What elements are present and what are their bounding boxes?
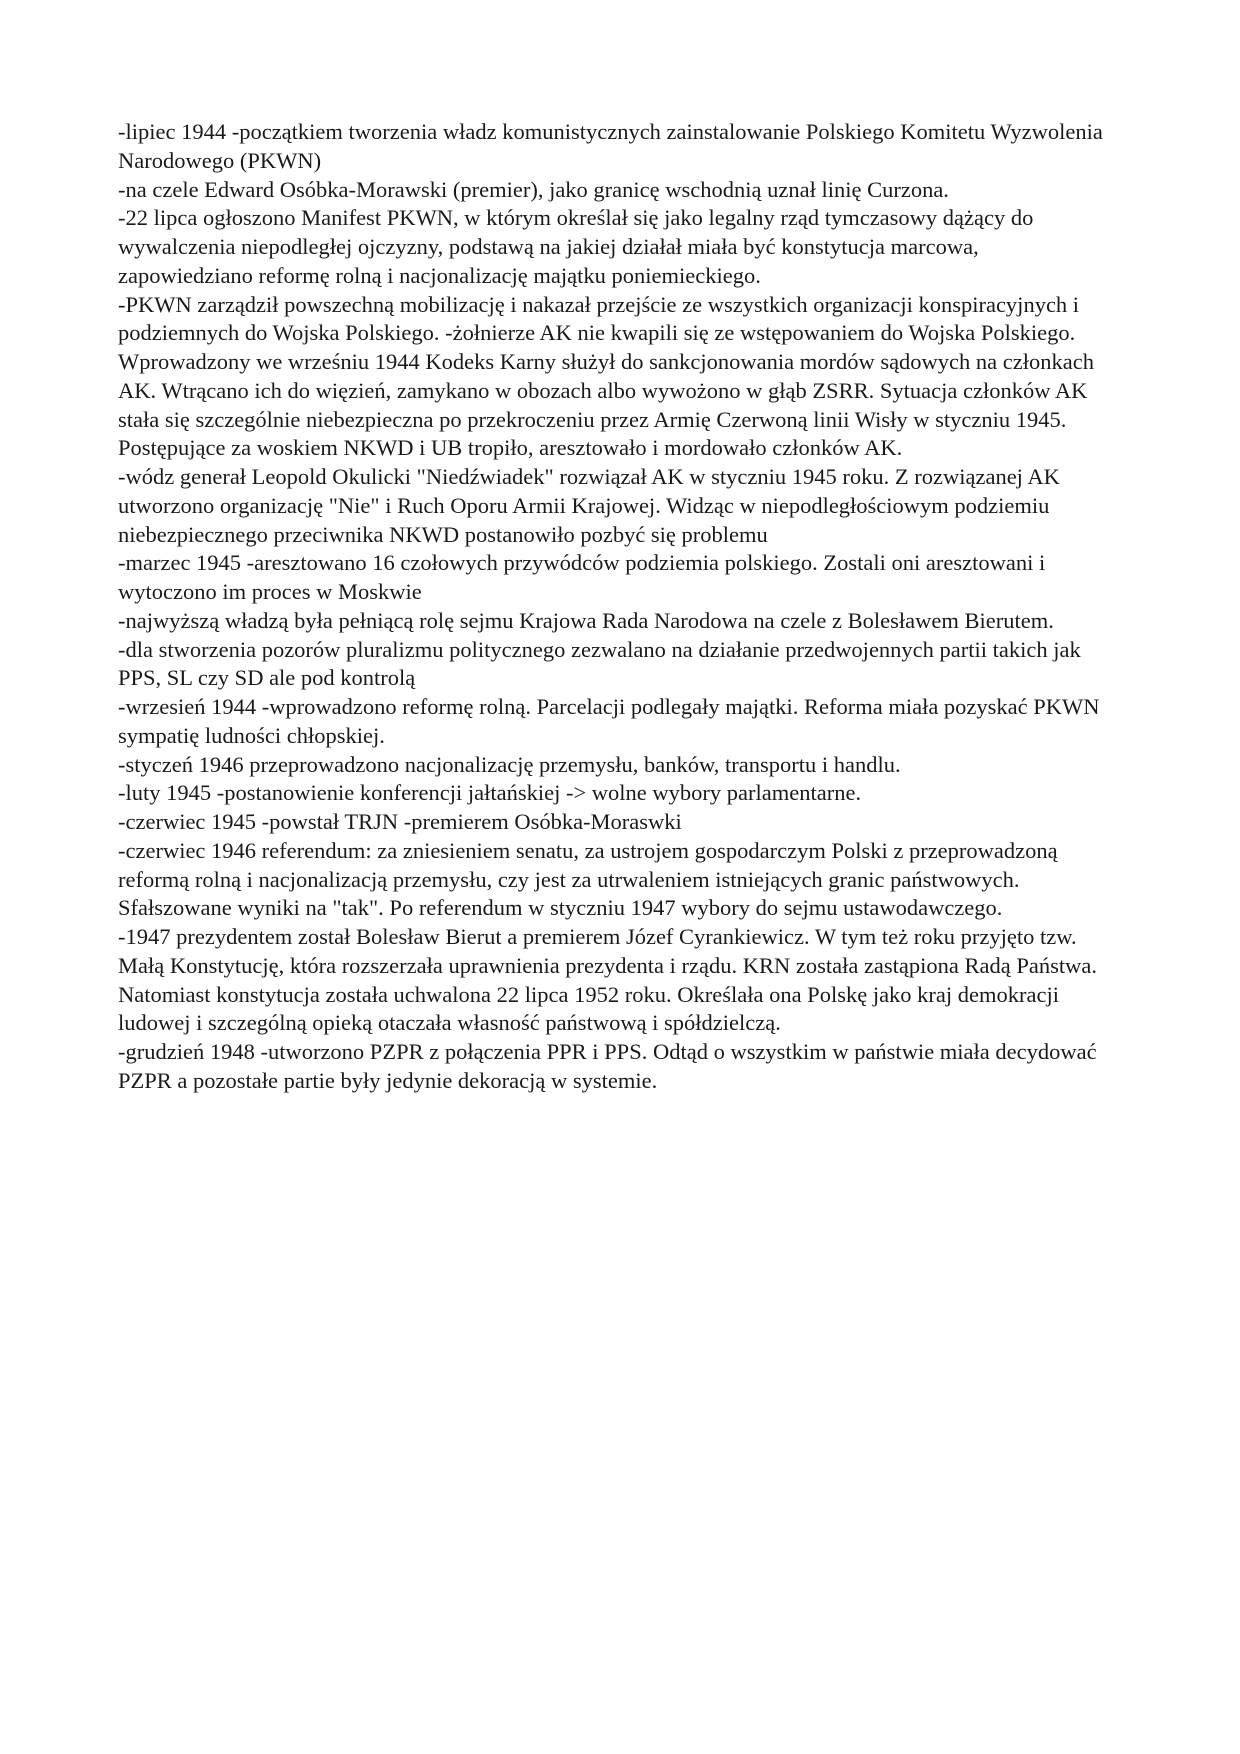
paragraph-osobka-morawski: -na czele Edward Osóbka-Morawski (premier), jako granicę wschodnią uznał linię Curzona. xyxy=(118,176,949,202)
paragraph-referendum: -czerwiec 1946 referendum: za zniesieniem senatu, za ustrojem gospodarczym Polski z przeprowadzoną reformą rolną i nacjonalizacją przemysłu, czy jest za utrwaleniem istniejących granic państwowych. Sfałszowane wyniki na "tak". Po referendum w styczniu 1947 wybory do sejmu ustawodawczego. xyxy=(118,837,1058,921)
paragraph-pluralism: -dla stworzenia pozorów pluralizmu politycznego zezwalano na działanie przedwojennych partii takich jak PPS, SL czy SD ale pod kontrolą xyxy=(118,636,1081,691)
paragraph-trjn: -czerwiec 1945 -powstał TRJN -premierem Osóbka-Moraswki xyxy=(118,809,682,834)
paragraph-1947: -1947 prezydentem został Bolesław Bierut a premierem Józef Cyrankiewicz. W tym też roku przyjęto tzw. Małą Konstytucję, która rozszerzała uprawnienia prezydenta i rządu. KRN została zastąpiona Radą Państwa. Natomiast konstytucja została uchwalona 22 lipca 1952 roku. Określała ona Polskę jako kraj demokracji ludowej i szczególną opieką otaczała własność państwową i spółdzielczą. xyxy=(118,924,1097,1036)
paragraph-agrarian-reform: -wrzesień 1944 -wprowadzono reformę rolną. Parcelacji podlegały majątki. Reforma miała pozyskać PKWN sympatię ludności chłopskiej. xyxy=(118,694,1100,748)
paragraph-okulicki: -wódz generał Leopold Okulicki "Niedźwiadek" rozwiązał AK w styczniu 1945 roku. Z rozwiązanej AK utworzono organizację "Nie" i Ruch Oporu Armii Krajowej. Widząc w niepodległościowym podziemiu niebezpiecznego przeciwnika NKWD postanowiło pozbyć się problemu xyxy=(118,464,1060,547)
paragraph-manifest-pkwn: -22 lipca ogłoszono Manifest PKWN, w którym określał się jako legalny rząd tymczasowy dążący do wywalczenia niepodległej ojczyzny, podstawą na jakiej działał miała być konstytucja marcowa, zapowiedziano reformę rolną i nacjonalizację majątku poniemieckiego. xyxy=(118,205,1034,288)
paragraph-krn: -najwyższą władzą była pełniącą rolę sejmu Krajowa Rada Narodowa na czele z Bolesławem Bierutem. xyxy=(118,607,1054,633)
paragraph-yalta: -luty 1945 -postanowienie konferencji jałtańskiej -> wolne wybory parlamentarne. xyxy=(118,780,862,806)
paragraph-nationalization: -styczeń 1946 przeprowadzono nacjonalizację przemysłu, banków, transportu i handlu. xyxy=(118,751,901,777)
document-body xyxy=(118,118,1118,1096)
paragraph-mobilization: -PKWN zarządził powszechną mobilizację i nakazał przejście ze wszystkich organizacji konspiracyjnych i podziemnych do Wojska Polskiego. -żołnierze AK nie kwapili się ze wstępowaniem do Wojska Polskiego. Wprowadzony we wrześniu 1944 Kodeks Karny służył do sankcjonowania mordów sądowych na członkach AK. Wtrącano ich do więzień, zamykano w obozach albo wywożono w głąb ZSRR. Sytuacja członków AK stała się szczególnie niebezpieczna po przekroczeniu przez Armię Czerwoną linii Wisły w styczniu 1945. Postępujące za woskiem NKWD i UB tropiło, aresztowało i mordowało członków AK. xyxy=(118,291,1094,461)
paragraph-pkwn-founding: -lipiec 1944 -początkiem tworzenia władz komunistycznych zainstalowanie Polskiego Komitetu Wyzwolenia Narodowego (PKWN) xyxy=(118,119,1103,173)
paragraph-pzpr: -grudzień 1948 -utworzono PZPR z połączenia PPR i PPS. Odtąd o wszystkim w państwie miała decydować PZPR a pozostałe partie były jedynie dekoracją w systemie. xyxy=(118,1039,1097,1093)
paragraph-march-1945: -marzec 1945 -aresztowano 16 czołowych przywódców podziemia polskiego. Zostali oni aresztowani i wytoczono im proces w Moskwie xyxy=(118,550,1046,604)
